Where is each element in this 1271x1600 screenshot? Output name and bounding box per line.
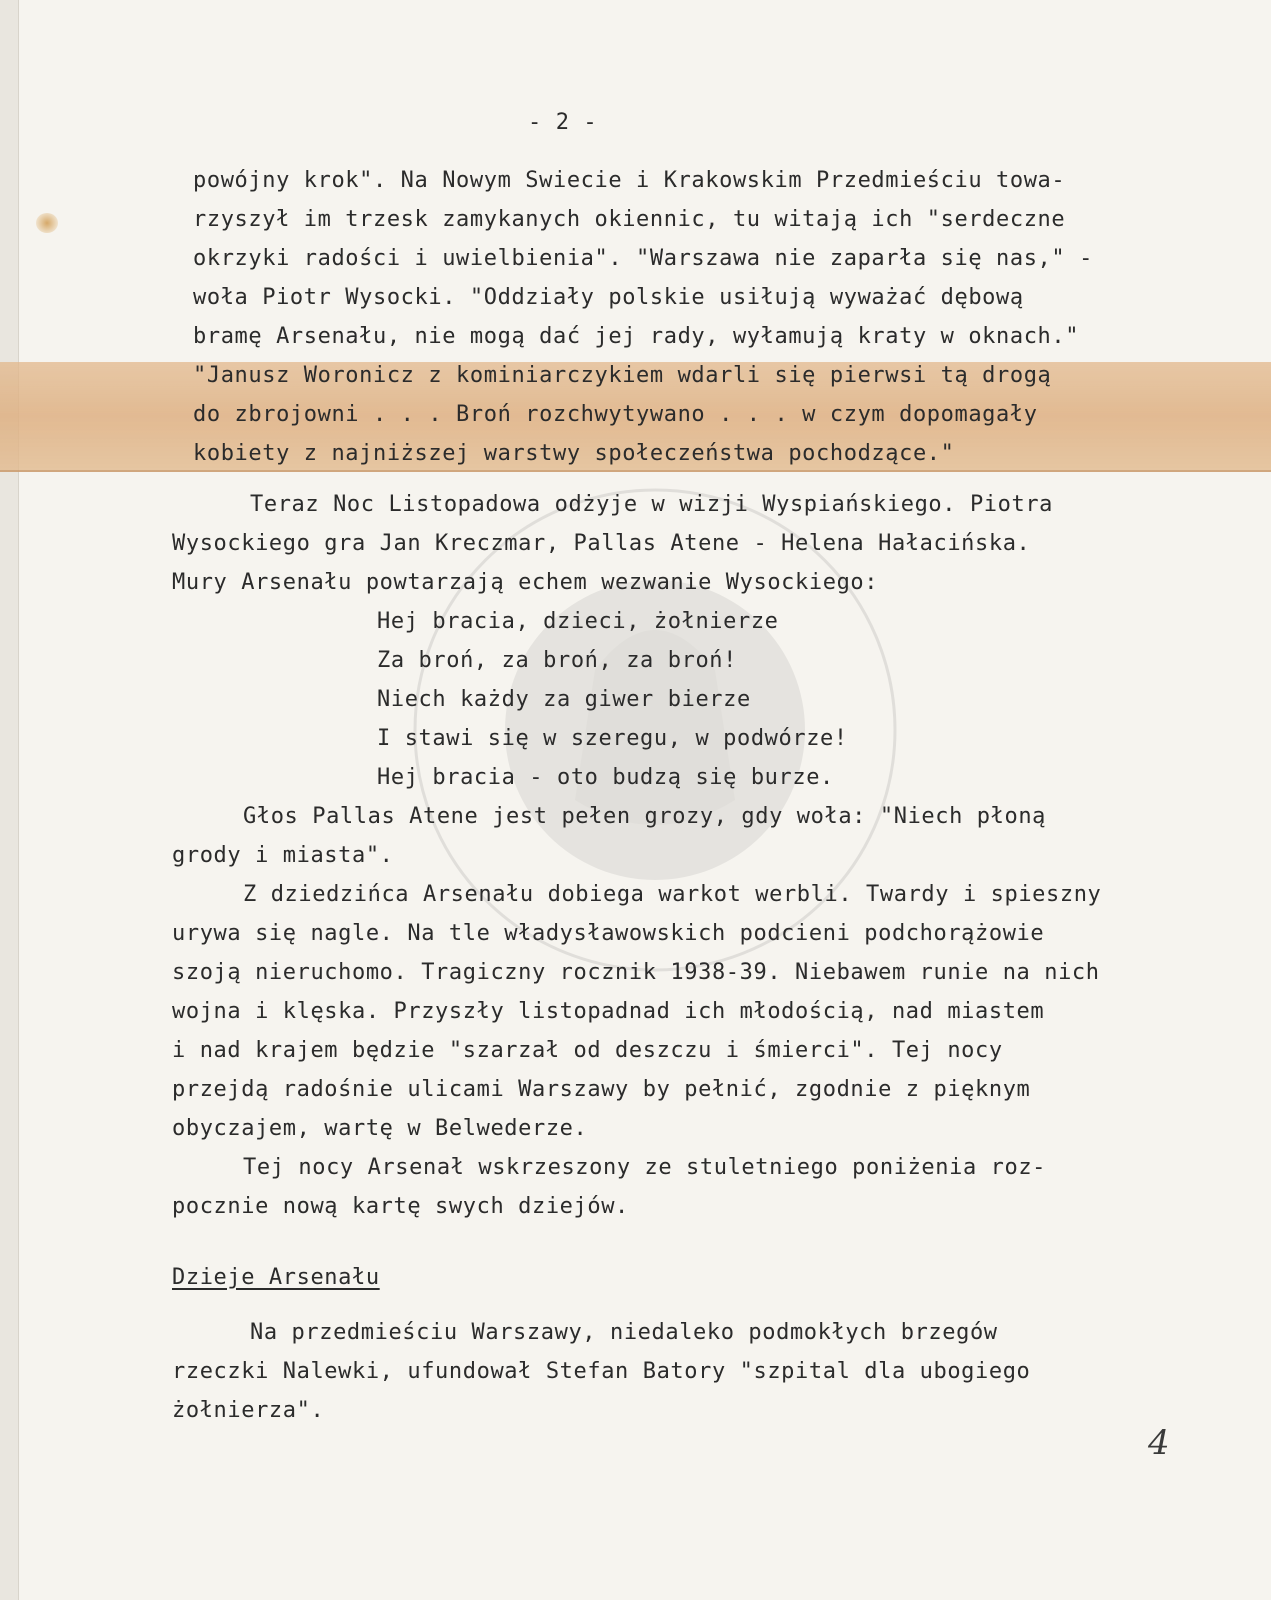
paragraph-1-line: do zbrojowni . . . Broń rozchwytywano . . . w czym dopomagały bbox=[193, 402, 1038, 427]
paragraph-1-line: okrzyki radości i uwielbienia". "Warszawa nie zaparła się nas," - bbox=[193, 246, 1093, 271]
paragraph-4-line: wojna i klęska. Przyszły listopadnad ich młodością, nad miastem bbox=[172, 999, 1045, 1024]
paragraph-1-line: woła Piotr Wysocki. "Oddziały polskie usiłują wyważać dębową bbox=[193, 285, 1024, 310]
poem-line: Hej bracia - oto budzą się burze. bbox=[377, 765, 834, 790]
paragraph-1-line: "Janusz Woronicz z kominiarczykiem wdarli się pierwsi tą drogą bbox=[193, 363, 1052, 388]
paragraph-3-line: grody i miasta". bbox=[172, 843, 394, 868]
paragraph-4-line: Z dziedzińca Arsenału dobiega warkot werbli. Twardy i spieszny bbox=[243, 882, 1102, 907]
poem-line: Hej bracia, dzieci, żołnierze bbox=[377, 609, 779, 634]
paragraph-1-line: kobiety z najniższej warstwy społeczeństwa pochodzące." bbox=[193, 441, 955, 466]
paragraph-2-line: Mury Arsenału powtarzają echem wezwanie Wysockiego: bbox=[172, 570, 879, 595]
ink-stain bbox=[36, 213, 58, 233]
paragraph-4-line: przejdą radośnie ulicami Warszawy by pełnić, zgodnie z pięknym bbox=[172, 1077, 1031, 1102]
paragraph-6-line: Na przedmieściu Warszawy, niedaleko podmokłych brzegów bbox=[250, 1320, 998, 1345]
paragraph-3-line: Głos Pallas Atene jest pełen grozy, gdy woła: "Niech płoną bbox=[243, 804, 1047, 829]
handwritten-page-number: 4 bbox=[1148, 1423, 1170, 1463]
paragraph-1-line: bramę Arsenału, nie mogą dać jej rady, wyłamują kraty w oknach." bbox=[193, 324, 1080, 349]
paragraph-2-line: Wysockiego gra Jan Kreczmar, Pallas Atene - Helena Hałacińska. bbox=[172, 531, 1031, 556]
poem-line: Niech każdy za giwer bierze bbox=[377, 687, 751, 712]
poem-line: Za broń, za broń, za broń! bbox=[377, 648, 737, 673]
paragraph-4-line: obyczajem, wartę w Belwederze. bbox=[172, 1116, 588, 1141]
poem-line: I stawi się w szeregu, w podwórze! bbox=[377, 726, 848, 751]
paragraph-6-line: rzeczki Nalewki, ufundował Stefan Batory "szpital dla ubogiego bbox=[172, 1359, 1031, 1384]
paragraph-5-line: Tej nocy Arsenał wskrzeszony ze stuletniego poniżenia roz- bbox=[243, 1155, 1047, 1180]
paragraph-2-line: Teraz Noc Listopadowa odżyje w wizji Wyspiańskiego. Piotra bbox=[250, 492, 1054, 517]
paragraph-6-line: żołnierza". bbox=[172, 1398, 325, 1423]
paragraph-4-line: szoją nieruchomo. Tragiczny rocznik 1938-39. Niebawem runie na nich bbox=[172, 960, 1100, 985]
paragraph-4-line: urywa się nagle. Na tle władysławowskich podcieni podchorążowie bbox=[172, 921, 1045, 946]
page-number: - 2 - bbox=[528, 110, 598, 135]
page-edge bbox=[0, 0, 19, 1600]
paragraph-4-line: i nad krajem będzie "szarzał od deszczu i śmierci". Tej nocy bbox=[172, 1038, 1003, 1063]
section-heading: Dzieje Arsenału bbox=[172, 1265, 380, 1290]
paragraph-1-line: rzyszył im trzesk zamykanych okiennic, tu witają ich "serdeczne bbox=[193, 207, 1066, 232]
paragraph-5-line: pocznie nową kartę swych dziejów. bbox=[172, 1194, 629, 1219]
paragraph-1-line: powójny krok". Na Nowym Swiecie i Krakowskim Przedmieściu towa- bbox=[193, 168, 1066, 193]
